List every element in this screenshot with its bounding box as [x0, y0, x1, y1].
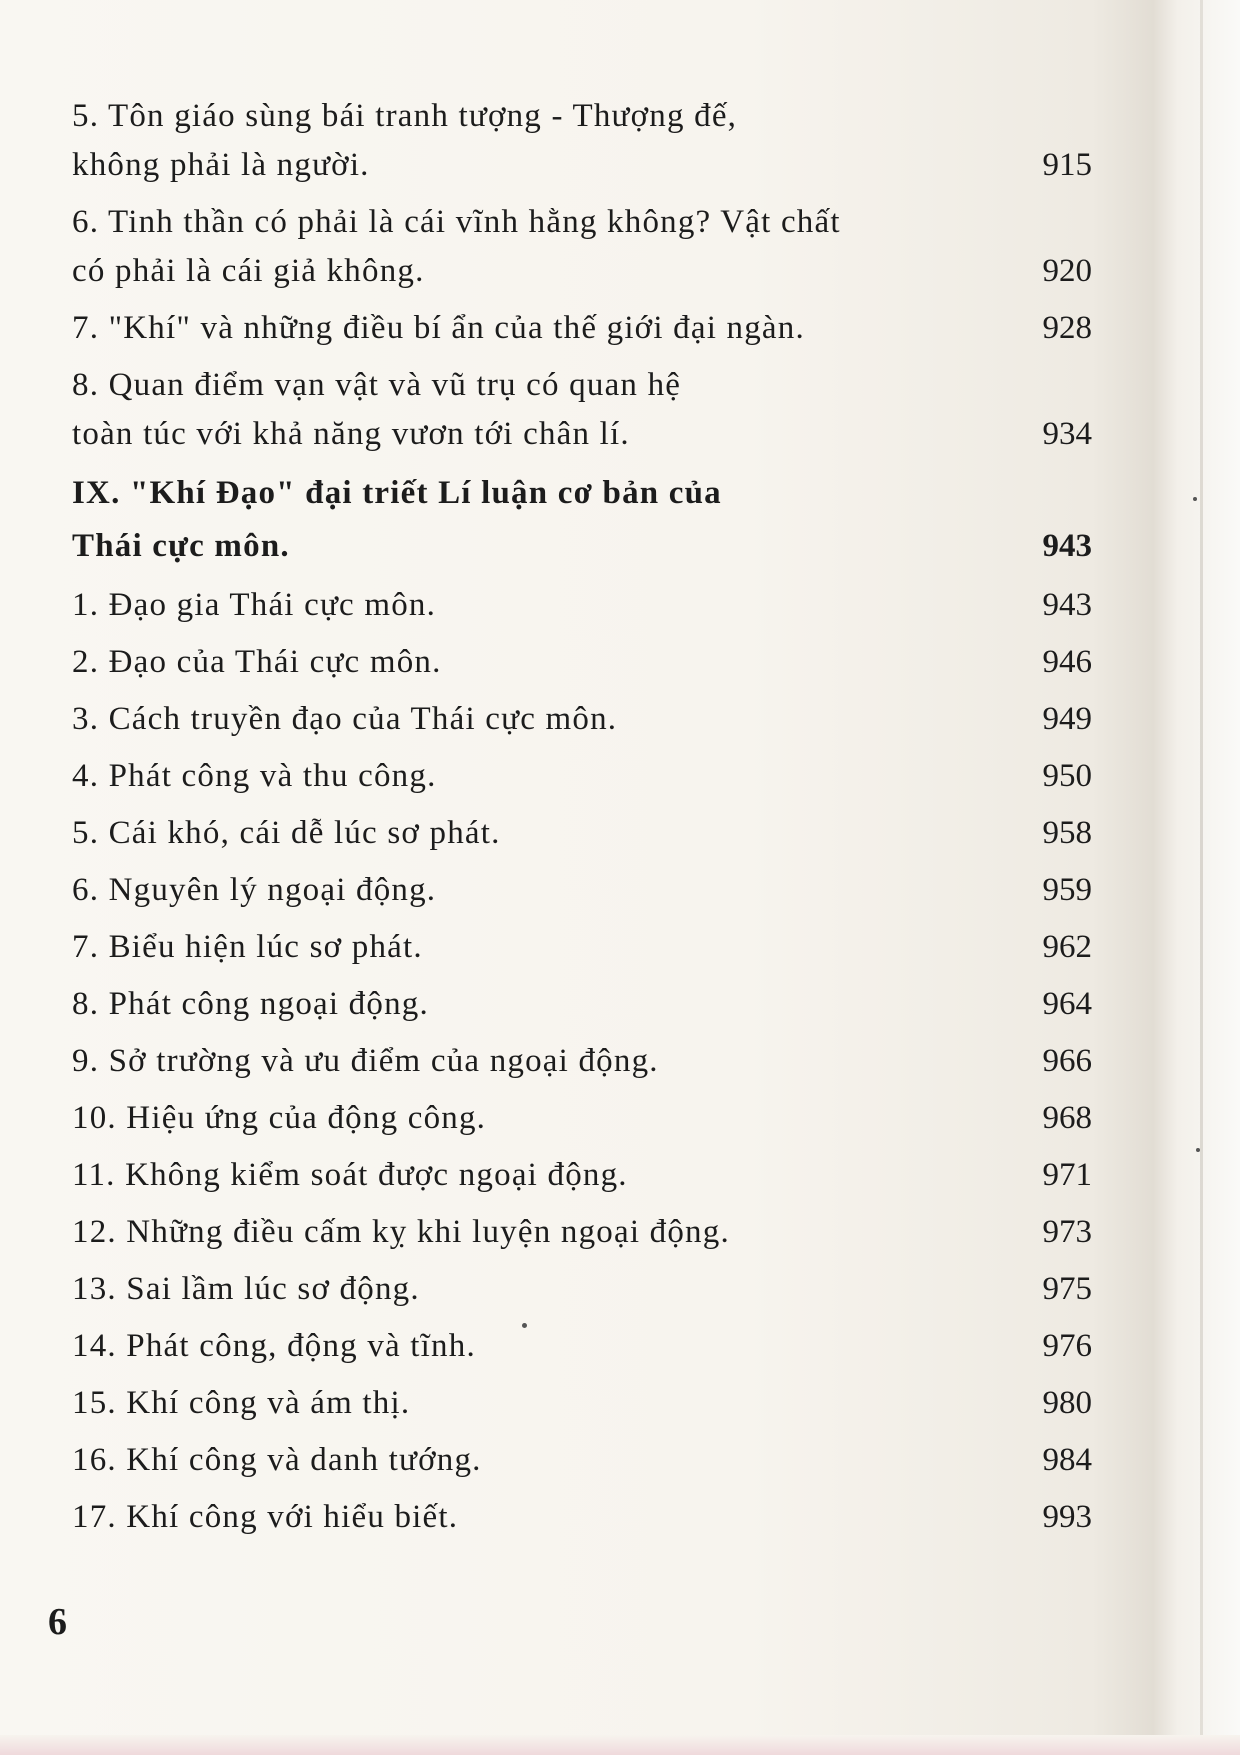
page-spine-shadow: [1200, 0, 1203, 1755]
toc-entry: [72, 581, 1092, 630]
page-bottom-edge: [0, 1735, 1240, 1755]
toc-entry-title-line: 1. Đạo gia Thái cực môn.: [72, 587, 437, 623]
toc-entry-page: 962: [1042, 929, 1092, 965]
toc-entry: [72, 1265, 1092, 1314]
toc-entry-title-line: 5. Tôn giáo sùng bái tranh tượng - Thượng đế,: [72, 98, 738, 134]
toc-entry: [72, 809, 1092, 858]
toc-entry-page: 928: [1042, 310, 1092, 346]
toc-entry: [72, 361, 1092, 459]
toc-entry-page: 966: [1042, 1043, 1092, 1079]
toc-entry-page: 971: [1042, 1157, 1092, 1193]
toc-entry: [72, 866, 1092, 915]
toc-entry: [72, 1037, 1092, 1086]
toc-entry-page: 946: [1042, 644, 1092, 680]
toc-entry-title-line: 13. Sai lầm lúc sơ động.: [72, 1271, 420, 1307]
toc-entry: [72, 1379, 1092, 1428]
toc-entry-title-line: có phải là cái giả không.: [72, 253, 425, 289]
toc-entry-page: 958: [1042, 815, 1092, 851]
toc-entry-page: 975: [1042, 1271, 1092, 1307]
table-of-contents: [72, 92, 1092, 1550]
toc-entry-title-line: 16. Khí công và danh tướng.: [72, 1442, 482, 1478]
toc-entry: [72, 1208, 1092, 1257]
toc-entry-title-line: 6. Nguyên lý ngoại động.: [72, 872, 437, 908]
toc-entry-page: 964: [1042, 986, 1092, 1022]
toc-entry-page: 943: [1042, 528, 1092, 564]
toc-entry-title-line: 10. Hiệu ứng của động công.: [72, 1100, 487, 1136]
toc-entry-page: 973: [1042, 1214, 1092, 1250]
toc-entry: [72, 198, 1092, 296]
toc-entry-title-line: 15. Khí công và ám thị.: [72, 1385, 411, 1421]
toc-entry-title-line: 8. Quan điểm vạn vật và vũ trụ có quan hệ: [72, 367, 682, 403]
toc-entry: [72, 923, 1092, 972]
toc-entry: [72, 92, 1092, 190]
toc-entry-page: 959: [1042, 872, 1092, 908]
toc-entry: [72, 1493, 1092, 1542]
toc-entry-title-line: 7. "Khí" và những điều bí ẩn của thế giới đại ngàn.: [72, 310, 805, 346]
toc-entry-title-line: toàn túc với khả năng vươn tới chân lí.: [72, 416, 630, 452]
toc-entry: [72, 1322, 1092, 1371]
toc-entry-page: 915: [1042, 147, 1092, 183]
toc-entry-page: 950: [1042, 758, 1092, 794]
toc-entry: [72, 304, 1092, 353]
toc-entry: [72, 1151, 1092, 1200]
toc-entry: [72, 1094, 1092, 1143]
toc-entry-title-line: 11. Không kiểm soát được ngoại động.: [72, 1157, 628, 1193]
print-speck: [1193, 497, 1197, 501]
toc-entry-title-line: 12. Những điều cấm kỵ khi luyện ngoại động.: [72, 1214, 730, 1250]
toc-entry-page: 968: [1042, 1100, 1092, 1136]
toc-entry-page: 993: [1042, 1499, 1092, 1535]
toc-entry-title-line: 3. Cách truyền đạo của Thái cực môn.: [72, 701, 618, 737]
toc-entry-page: 920: [1042, 253, 1092, 289]
print-speck: [522, 1323, 527, 1328]
toc-entry: [72, 752, 1092, 801]
toc-entry-title-line: 5. Cái khó, cái dễ lúc sơ phát.: [72, 815, 501, 851]
toc-entry-title-line: 6. Tinh thần có phải là cái vĩnh hằng không? Vật chất: [72, 204, 841, 240]
toc-entry-title-line: 4. Phát công và thu công.: [72, 758, 437, 794]
toc-entry: [72, 695, 1092, 744]
toc-entry-title-line: 7. Biểu hiện lúc sơ phát.: [72, 929, 423, 965]
toc-entry-page: 976: [1042, 1328, 1092, 1364]
page-number: 6: [48, 1601, 67, 1643]
toc-entry: [72, 980, 1092, 1029]
toc-entry-page: 980: [1042, 1385, 1092, 1421]
toc-entry-title-line: IX. "Khí Đạo" đại triết Lí luận cơ bản của: [72, 475, 722, 511]
toc-section-heading: [72, 467, 1092, 573]
toc-entry-page: 984: [1042, 1442, 1092, 1478]
toc-entry-title-line: 17. Khí công với hiểu biết.: [72, 1499, 459, 1535]
print-speck: [1196, 1148, 1200, 1152]
toc-entry-title-line: 14. Phát công, động và tĩnh.: [72, 1328, 476, 1364]
toc-entry-title-line: không phải là người.: [72, 147, 370, 183]
toc-entry: [72, 638, 1092, 687]
toc-entry: [72, 1436, 1092, 1485]
toc-entry-page: 949: [1042, 701, 1092, 737]
toc-entry-page: 943: [1042, 587, 1092, 623]
toc-entry-title-line: 9. Sở trường và ưu điểm của ngoại động.: [72, 1043, 659, 1079]
toc-entry-title-line: Thái cực môn.: [72, 528, 290, 564]
toc-entry-title-line: 2. Đạo của Thái cực môn.: [72, 644, 442, 680]
toc-entry-page: 934: [1042, 416, 1092, 452]
toc-entry-title-line: 8. Phát công ngoại động.: [72, 986, 429, 1022]
